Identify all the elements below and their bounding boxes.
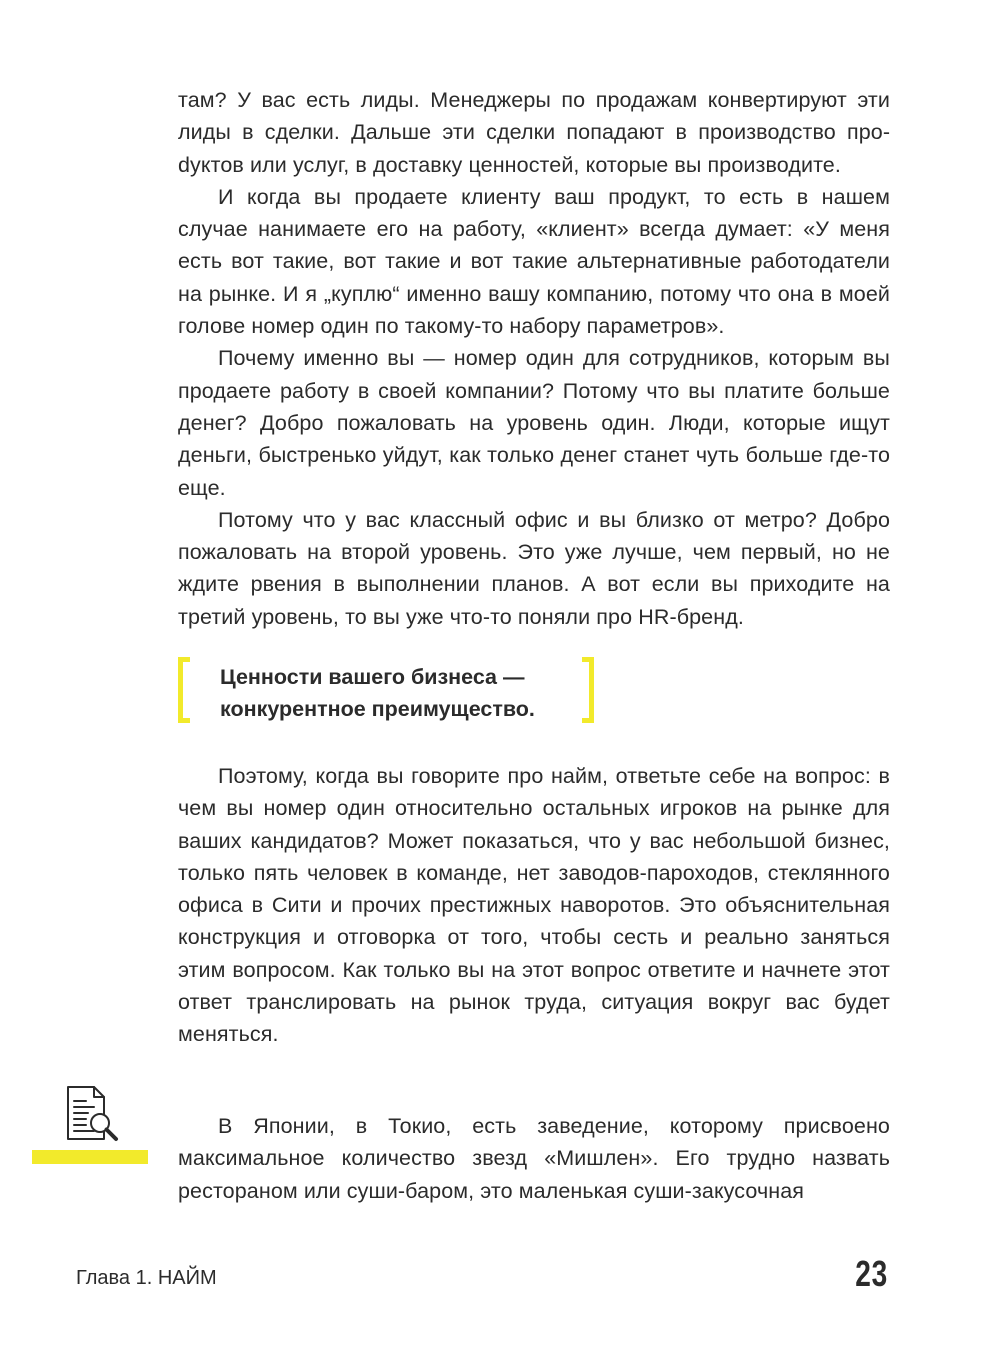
accent-bar [32, 1150, 148, 1164]
paragraph: там? У вас есть лиды. Менеджеры по продажам конвертируют эти лиды в сделки. Дальше эти сделки попадают в производство проdуктов или услуг, в доставку ценностей, которые вы производите. [178, 88, 890, 177]
callout-line: конкурентное преимущество. [220, 697, 535, 721]
paragraph: Потому что у вас классный офис и вы близко от метро? Добро пожаловать на второй уровень. Это уже лучше, чем первый, но не ждите рвения в выполнении планов. А вот если вы приходите на третий уровень, то вы уже что-то поняли про HR-бренд. [178, 507, 890, 629]
quote-callout [178, 657, 594, 725]
document-search-icon [64, 1085, 122, 1143]
left-bracket-icon [178, 657, 190, 723]
text-block-case [178, 1110, 890, 1207]
page-number: 23 [855, 1253, 888, 1294]
paragraph: В Японии, в Токио, есть заведение, которому присвоено максимальное количество звезд «Мишлен». Его трудно назвать рестораном или суши-баром, это маленькая суши-закусочная [178, 1114, 890, 1203]
chapter-title: Глава 1. НАЙМ [76, 1267, 217, 1289]
paragraph: И когда вы продаете клиенту ваш продукт, то есть в нашем случае нанимаете его на работу, «клиент» всегда думает: «У меня есть вот такие, вот такие и вот такие альтернативные работодатели на рынке. И я „куплю“ именно вашу компанию, потому что она в моей голове номер один по такому-то набору параметров». [178, 184, 890, 339]
callout-text [220, 661, 535, 725]
paragraph: Почему именно вы — номер один для сотрудников, которым вы продаете работу в своей компании? Потому что вы платите больше денег? Добро пожаловать на уровень один. Люди, которые ищут деньги, быстренько уйдут, как только денег станет чуть больше где-то еще. [178, 346, 890, 500]
paragraph: Поэтому, когда вы говорите про найм, ответьте себе на вопрос: в чем вы номер один относительно остальных игроков на рынке для ваших кандидатов? Может показаться, что у вас небольшой бизнес, только пять человек в команде, нет заводов-пароходов, стеклянного офиса в Сити и прочих престижных наворотов. Это объяснительная конструкция и отговорка от того, чтобы сесть и реально заняться этим вопросом. Как только вы на этот вопрос ответите и начнете этот ответ транслировать на рынок труда, ситуация вокруг вас будет меняться. [178, 764, 890, 1047]
text-block-middle [178, 760, 890, 1051]
text-block-top [178, 84, 890, 633]
callout-line: Ценности вашего бизнеса — [220, 665, 525, 689]
right-bracket-icon [582, 657, 594, 723]
